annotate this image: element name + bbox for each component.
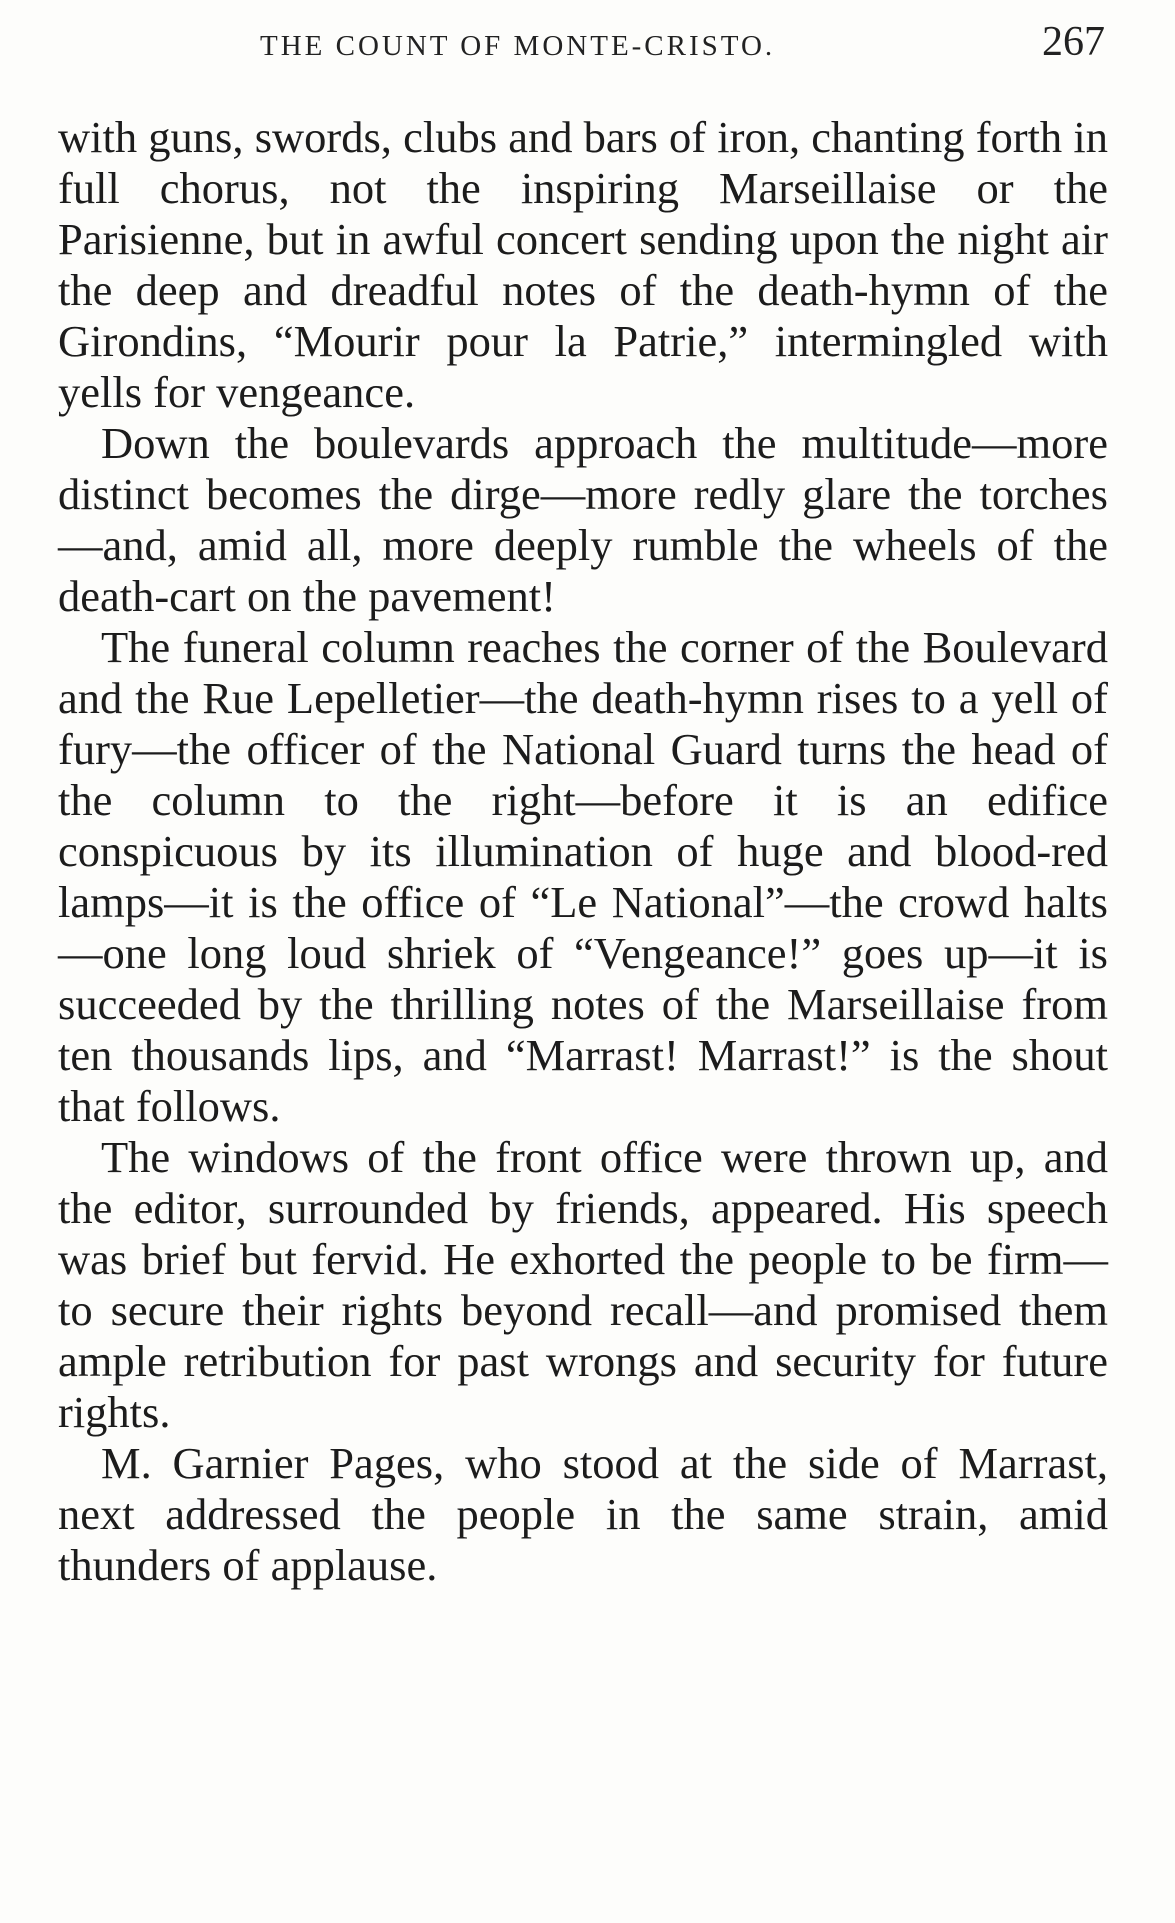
body-text — [58, 112, 1108, 1591]
paragraph-editor-speech: The windows of the front office were thrown up, and the editor, surrounded by friends, appeared. His speech was brief but fervid. He exhorted the people to be firm—to secure their rights beyond recall—and promised them ample retribution for past wrongs and security for future rights. — [58, 1132, 1108, 1437]
paragraph-funeral-column: The funeral column reaches the corner of the Boulevard and the Rue Lepelletier—the death-hymn rises to a yell of fury—the officer of the National Guard turns the head of the column to the right—before it is an edifice conspicuous by its illumination of huge and blood-red lamps—it is the office of “Le National”—the crowd halts—one long loud shriek of “Vengeance!” goes up—it is succeeded by the thrilling notes of the Marseillaise from ten thousands lips, and “Marrast! Marrast!” is the shout that follows. — [58, 622, 1108, 1131]
paragraph-boulevards: Down the boulevards approach the multitude—more distinct becomes the dirge—more redly glare the torches—and, amid all, more deeply rumble the wheels of the death-cart on the pavement! — [58, 418, 1108, 621]
running-head — [60, 18, 1105, 78]
paragraph-garnier-pages: M. Garnier Pages, who stood at the side of Marrast, next addressed the people in the same strain, amid thunders of applause. — [58, 1438, 1108, 1590]
page-number: 267 — [1042, 19, 1105, 65]
running-title: THE COUNT OF MONTE-CRISTO. — [260, 30, 776, 62]
paragraph-continued: with guns, swords, clubs and bars of iron, chanting forth in full chorus, not the inspiring Marseillaise or the Parisienne, but in awful concert sending upon the night air the deep and dreadful notes of the death-hymn of the Girondins, “Mourir pour la Patrie,” intermingled with yells for vengeance. — [58, 112, 1108, 417]
